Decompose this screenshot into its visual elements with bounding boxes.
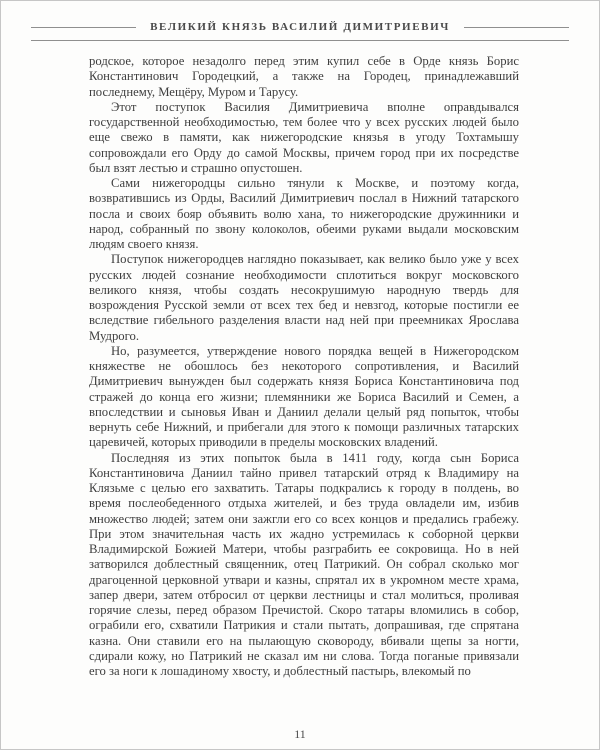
paragraph: Поступок нижегородцев наглядно показывает, как велико было уже у всех русских людей сознание необходимости сплотиться вокруг московского великого князя, чтобы создать несокрушимую народную твердь для возрождения Русской земли от всех тех бед и невзгод, которые постигли ее вследствие гибельного разделения власти над ней при преемниках Ярослава Мудрого.: [89, 252, 519, 343]
page-footer: [1, 727, 599, 742]
paragraph: родское, которое незадолго перед этим купил себе в Орде князь Борис Константинович Городецкий, а также на Городец, принадлежавший последнему, Мещёру, Муром и Тарусу.: [89, 54, 519, 99]
page-number: 11: [294, 727, 306, 741]
header-underline-rule: [31, 40, 569, 41]
header-rule-left: [31, 27, 136, 28]
paragraph: Сами нижегородцы сильно тянули к Москве, и поэтому когда, возвратившись из Орды, Василий Димитриевич послал в Нижний татарского посла и своих бояр объявить волю хана, то нижегородские дружинники и народ, собранный по звону колоколов, обеими руками выдали московским людям своего князя.: [89, 176, 519, 251]
paragraph: Последняя из этих попыток была в 1411 году, когда сын Бориса Константиновича Даниил тайно привел татарский отряд к Владимиру на Клязьме с целью его захватить. Татары подкрались к городу в полдень, во время послеобеденного отдыха жителей, и без труда овладели им, избив множество людей; затем они зажгли его со всех концов и предались грабежу. При этом значительная часть их жадно устремилась к соборной церкви Владимирской Божией Матери, чтобы разграбить ее сокровища. Но в ней затворился доблестный священник, отец Патрикий. Он собрал сколько мог драгоценной церковной утвари и казны, спрятал их в укромном месте храма, запер двери, затем отбросил от церкви лестницы и стал молиться, проливая горячие слезы, перед образом Пречистой. Скоро татары вломились в собор, ограбили его, схватили Патрикия и стали пытать, допрашивая, где спрятана казна. Они ставили его на пылающую сковороду, вбивали щепы за ногти, сдирали кожу, но Патрикий не сказал им ни слова. Тогда поганые привязали его за ноги к лошадиному хвосту, и доблестный пастырь, влекомый по: [89, 450, 519, 678]
running-header: [1, 1, 599, 41]
paragraph: Но, разумеется, утверждение нового порядка вещей в Нижегородском княжестве не обошлось без некоторого сопротивления, и Василий Димитриевич вынужден был содержать князя Бориса Константиновича под стражей до конца его жизни; племянники же Бориса Василий и Семен, а впоследствии и сыновья Иван и Даниил делали целый ряд попыток, чтобы вернуть себе Нижний, и прибегали для этого к помощи различных татарских царевичей, которых приводили в пределы московских владений.: [89, 343, 519, 450]
page-title: ВЕЛИКИЙ КНЯЗЬ ВАСИЛИЙ ДИМИТРИЕВИЧ: [150, 21, 450, 33]
paragraph: Этот поступок Василия Димитриевича вполне оправдывался государственной необходимостью, тем более что у всех русских людей было еще свежо в памяти, как нижегородские князья в угоду Тохтамышу сопровождали его Орду до самой Москвы, причем город при их посредстве был взят лестью и страшно опустошен.: [89, 99, 519, 175]
header-row: [31, 20, 569, 34]
page-body: [89, 54, 519, 679]
header-rule-right: [464, 27, 569, 28]
